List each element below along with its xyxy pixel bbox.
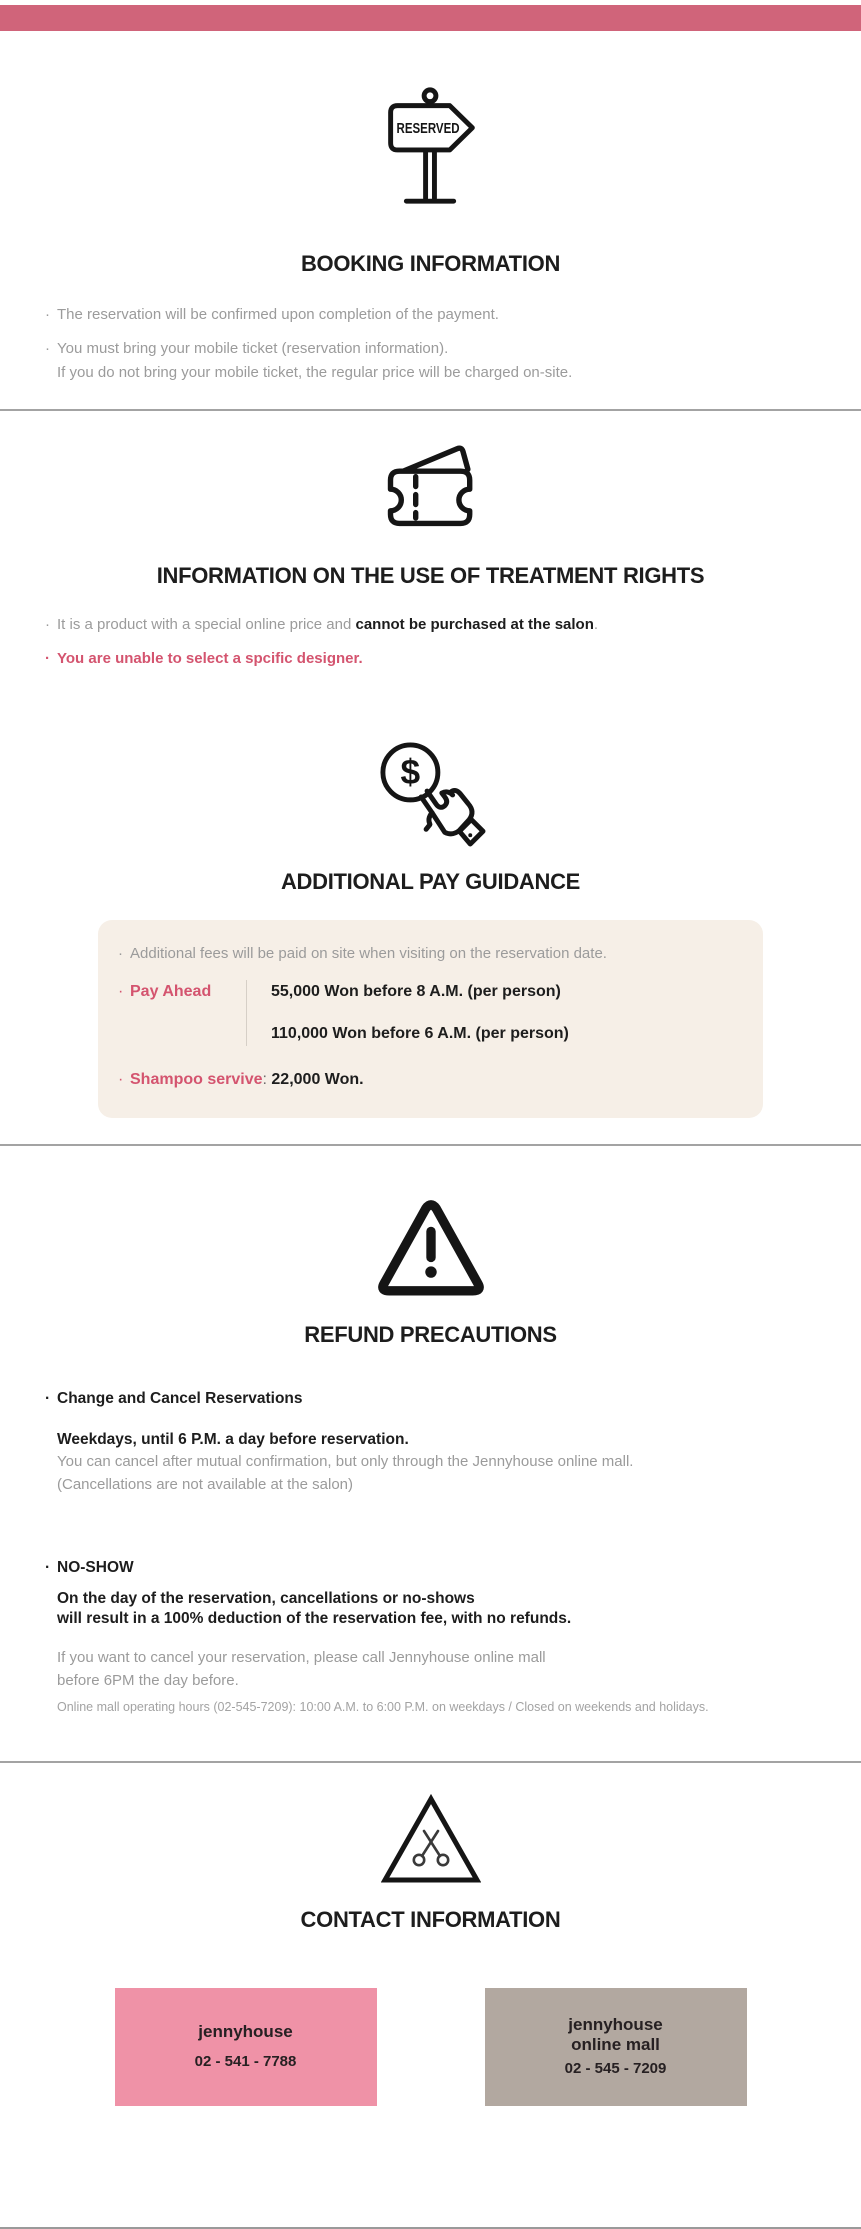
section-booking-information (0, 83, 861, 385)
contact-boxes (0, 1988, 861, 2106)
noshow-gray-1: If you want to cancel your reservation, please call Jennyhouse online mall (57, 1649, 546, 1666)
bullet-dot: · (118, 1071, 124, 1088)
noshow-heading-row (45, 1559, 831, 1577)
treatment-bullet-1-normal: It is a product with a special online price and (57, 616, 356, 633)
change-cancel-gray-1: You can cancel after mutual confirmation, but only through the Jennyhouse online mall. (57, 1453, 634, 1470)
additional-pay-title: ADDITIONAL PAY GUIDANCE (280, 869, 581, 894)
mall-phone: 02 - 545 - 7209 (564, 2060, 667, 2077)
treatment-icon-row (0, 437, 861, 527)
section-additional-pay (0, 741, 861, 1118)
salon-name: jennyhouse (198, 2022, 293, 2041)
bullet-dot: · (45, 616, 50, 633)
change-cancel-gray (45, 1450, 831, 1496)
bullet-dot: · (45, 1559, 51, 1576)
shampoo-label: Shampoo servive (130, 1071, 263, 1088)
change-cancel-bold: Weekdays, until 6 P.M. a day before reservation. (57, 1431, 409, 1448)
shampoo-row (118, 1068, 733, 1092)
booking-bullet-1 (45, 303, 831, 327)
section-divider (0, 1144, 861, 1146)
ticket-icon (376, 437, 486, 527)
additional-pay-note-box (98, 920, 763, 1118)
pay-ahead-row (118, 980, 733, 1046)
warning-triangle-icon (375, 1196, 487, 1296)
pay-ahead-prices (246, 980, 569, 1046)
booking-bullets (0, 303, 861, 385)
shampoo-colon: : (262, 1071, 267, 1088)
section-contact-information (0, 1793, 861, 2106)
reserved-signpost-icon (381, 83, 481, 211)
shampoo-text (130, 1068, 364, 1092)
contact-icon-row (0, 1793, 861, 1883)
noshow-bold-1: On the day of the reservation, cancellations or no-shows (57, 1590, 475, 1607)
bullet-dot: · (45, 306, 50, 323)
bullet-dot: · (45, 1390, 51, 1407)
noshow-bold (45, 1589, 831, 1629)
treatment-bullet-2 (45, 647, 831, 671)
dollar-sign-glyph: $ (400, 753, 420, 793)
shampoo-value: 22,000 Won. (271, 1071, 364, 1088)
booking-title: BOOKING INFORMATION (300, 251, 561, 276)
bullet-dot: · (45, 650, 50, 667)
mall-name-line1: jennyhouse (568, 2015, 663, 2034)
noshow-gray-2: before 6PM the day before. (57, 1672, 239, 1689)
section-refund-precautions (0, 1196, 861, 1715)
treatment-bullet-1-bold: cannot be purchased at the salon (355, 616, 594, 633)
bullet-dot: · (118, 945, 123, 962)
additional-pay-note-text: Additional fees will be paid on site when visiting on the reservation date. (130, 945, 607, 962)
booking-bullet-2 (45, 337, 831, 361)
change-cancel-gray-2: (Cancellations are not available at the salon) (57, 1476, 354, 1493)
noshow-gray (45, 1646, 831, 1692)
pay-ahead-label: Pay Ahead (130, 983, 212, 1000)
change-cancel-heading-row (45, 1390, 831, 1408)
pay-ahead-price-2: 110,000 Won before 6 A.M. (per person) (271, 1025, 569, 1042)
online-mall-hours-note: Online mall operating hours (02-545-7209): 10:00 A.M. to 6:00 P.M. on weekdays / Closed on weekends and holidays. (57, 1700, 709, 1714)
pay-ahead-price-1: 55,000 Won before 8 A.M. (per person) (271, 983, 561, 1000)
bullet-dot: · (118, 983, 124, 1000)
section-divider (0, 1761, 861, 1763)
noshow-bold-2: will result in a 100% deduction of the reservation fee, with no refunds. (57, 1610, 572, 1627)
booking-bullet-1-text: The reservation will be confirmed upon completion of the payment. (57, 306, 499, 323)
dollar-coin-hand-icon (373, 741, 489, 847)
change-cancel-heading: Change and Cancel Reservations (57, 1390, 303, 1407)
mall-name-line2: online mall (571, 2035, 660, 2054)
treatment-bullet-1 (45, 613, 831, 637)
section-divider (0, 409, 861, 411)
scissors-warning-triangle-icon (381, 1793, 481, 1883)
salon-phone: 02 - 541 - 7788 (194, 2053, 297, 2070)
bullet-dot: · (45, 340, 50, 357)
booking-note: If you do not bring your mobile ticket, the regular price will be charged on-site. (57, 364, 573, 381)
treatment-bullets (0, 613, 861, 671)
booking-bullet-2-text: You must bring your mobile ticket (reservation information). (57, 340, 449, 357)
refund-title: REFUND PRECAUTIONS (304, 1322, 557, 1347)
treatment-bullet-1-period: . (593, 616, 599, 633)
additional-pay-note (118, 942, 733, 966)
online-mall-contact-card (485, 1988, 747, 2106)
top-accent-bar (0, 5, 861, 31)
additional-pay-icon-row (0, 741, 861, 847)
booking-icon-row (0, 83, 861, 211)
treatment-bullet-2-text: You are unable to select a spcific designer. (57, 650, 363, 667)
refund-icon-row (0, 1196, 861, 1296)
section-treatment-rights (0, 437, 861, 671)
reserved-sign-label: RESERVED (396, 121, 460, 138)
treatment-bullet-1-text (57, 613, 598, 637)
salon-contact-card (115, 1988, 377, 2106)
noshow-heading: NO-SHOW (57, 1559, 134, 1576)
pay-ahead-label-cell (118, 980, 246, 1046)
treatment-title: INFORMATION ON THE USE OF TREATMENT RIGHTS (156, 563, 705, 588)
refund-body (0, 1390, 861, 1715)
contact-title: CONTACT INFORMATION (300, 1907, 561, 1932)
